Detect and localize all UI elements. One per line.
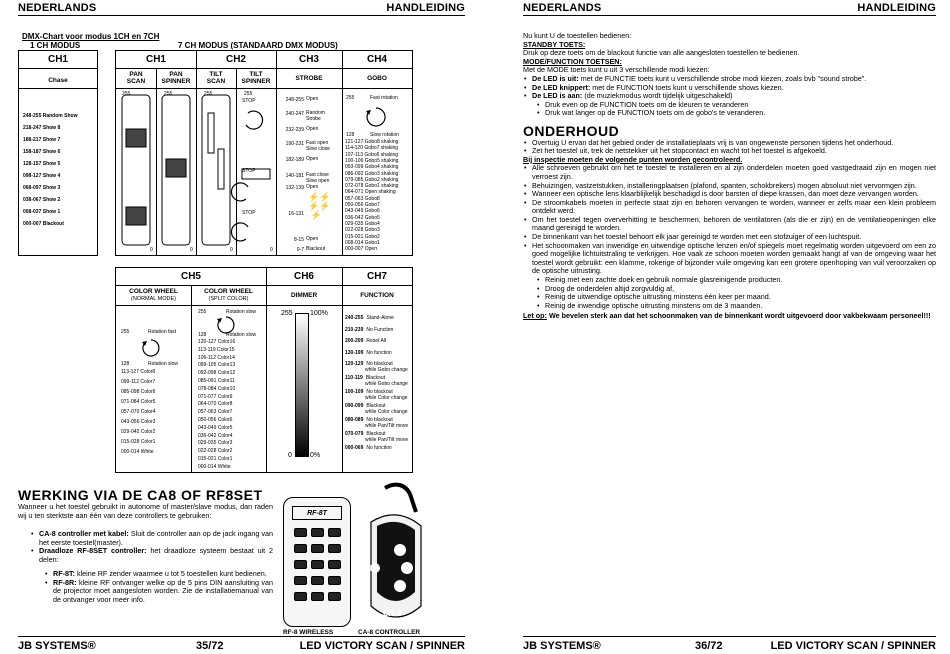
strobe-range: 190-231 xyxy=(285,141,304,147)
cw-split-sub: COLOR WHEEL xyxy=(204,288,253,295)
strobe-range: 0-7 xyxy=(296,247,304,253)
goboRows-row: 072-078 Gobo1 shaking xyxy=(345,183,399,190)
mode-text: Met de MODE toets kunt u uit 3 verschillende modi kiezen: xyxy=(523,65,710,75)
controller-list xyxy=(30,530,273,564)
function-row xyxy=(345,404,408,415)
function-label: Blackout xyxy=(366,431,386,437)
ch7-head: CH7 xyxy=(366,271,387,282)
page-footer xyxy=(523,640,936,654)
cwnRows-row: 043-056 Color3 xyxy=(121,419,156,425)
chase-row: 248-255 Random Show xyxy=(23,113,78,119)
function-range: 130-199 xyxy=(345,349,364,356)
list-item: • Druk wat langer op de FUNCTION toets om de gobo's te veranderen. xyxy=(523,109,936,118)
list-item-bold: RF-8T: xyxy=(53,569,75,578)
function-range: 100-109 xyxy=(345,389,364,395)
goboRows-row: 008-014 Gobo1 xyxy=(345,239,380,246)
list-item-text: het draadloze systeem bestaat uit 2 delen: xyxy=(39,546,273,564)
list-item: • Reinig met een zachte doek en gebruik normale glasreinigende producten. xyxy=(523,276,936,285)
list-item-text: kleine RF zender waarmee u tot 5 toestellen kunt bedienen. xyxy=(74,569,267,578)
function-note: while Pan/Tilt move xyxy=(365,422,409,429)
cwnRows-row: 029-042 Color2 xyxy=(121,429,156,435)
rotation-arrow-icon xyxy=(364,105,388,129)
strobe-label: Open xyxy=(306,236,319,242)
function-label: No Function xyxy=(366,326,394,333)
function-row xyxy=(345,339,386,345)
function-note: while Color change xyxy=(365,394,408,401)
mode-title: MODE/FUNCTION TOETSEN: xyxy=(523,56,622,66)
header-title: HANDLEIDING xyxy=(386,2,465,14)
function-sub: FUNCTION xyxy=(360,292,394,299)
gobo-mid: 128 xyxy=(346,132,355,138)
list-item: • Zet het toestel uit, trek de netstekker uit het stopcontact en wacht tot het toestel is afgekoeld. xyxy=(523,147,936,156)
pan-scan-top: 255 xyxy=(122,91,131,97)
rf8-caption: RF-8 WIRELESS xyxy=(283,629,334,636)
strobe-range: 132-139 xyxy=(285,185,304,191)
list-item xyxy=(30,547,273,564)
function-note: while Gobo change xyxy=(365,366,408,373)
standby-text: Druk op deze toets om de blackout functie van alle aangesloten toestellen te bedienen. xyxy=(523,48,800,58)
ch5-head: CH5 xyxy=(180,271,201,282)
list-item xyxy=(30,530,273,547)
function-row xyxy=(345,432,408,443)
strobe-label: Blackout xyxy=(306,246,326,252)
cwnRows-row: 113-127 Color8 xyxy=(121,369,156,375)
right-body xyxy=(523,32,936,321)
goboRows-row: 015-021 Gobo2 xyxy=(345,233,380,240)
footer-page-number: 36/72 xyxy=(695,640,723,652)
onderhoud-list xyxy=(523,139,936,156)
pan-spin-top: 255 xyxy=(164,91,173,97)
list-item: • Druk even op de FUNCTION toets om de kleuren te veranderen xyxy=(523,101,936,110)
list-item-text: Sluit de controller aan op de jack ingang van het eerste toestel(master). xyxy=(39,529,273,547)
cwnRows-row: 099-112 Color7 xyxy=(121,379,156,385)
inspection-title: Bij inspectie moeten de volgende punten worden gecontroleerd. xyxy=(523,154,743,164)
cws-mid: 128 xyxy=(198,332,207,338)
remote-key-button[interactable] xyxy=(328,592,341,601)
footer-rule xyxy=(523,636,936,637)
cw-normal-sub2: (NORMAL MODE) xyxy=(130,296,177,302)
function-row xyxy=(345,362,408,373)
footer-product: LED VICTORY SCAN / SPINNER xyxy=(770,640,936,652)
cwsRows-row: 078-084 Color10 xyxy=(198,385,236,392)
list-item: • Reinig de inwendige optische uitrusting minstens om de 3 maanden. xyxy=(523,302,936,311)
cwsRows-row: 029-035 Color3 xyxy=(198,440,233,447)
remote-key-button[interactable] xyxy=(294,576,307,585)
function-note: while Color change xyxy=(365,408,408,415)
goboRows-row: 086-092 Gobo3 shaking xyxy=(345,170,399,177)
function-label: No blackout xyxy=(366,361,393,367)
ca8-caption: CA-8 CONTROLLER xyxy=(358,629,421,636)
cwsRows-row: 064-070 Color8 xyxy=(198,401,233,408)
page-footer xyxy=(18,640,465,654)
goboRows-row: 050-056 Gobo7 xyxy=(345,202,380,208)
goboRows-row: 121-127 Gobo8 shaking xyxy=(345,139,399,145)
list-item xyxy=(44,579,273,605)
chase-row: 158-187 Show 6 xyxy=(23,149,61,155)
chase-row: 000-007 Blackout xyxy=(23,221,64,227)
gobo-top: 255 xyxy=(346,95,355,101)
list-item: • Reinig de uitwendige optische uitrusting minstens één keer per maand. xyxy=(523,293,936,302)
pan-scan-sub: PAN SCAN xyxy=(126,71,146,85)
ch1-chase-table xyxy=(18,50,98,256)
cw-normal-sub: COLOR WHEEL xyxy=(129,288,178,295)
tilt-scan-top: 255 xyxy=(204,91,213,97)
strobe-label: Fast close Slow open xyxy=(306,172,330,184)
chase-row: 128-157 Show 5 xyxy=(23,161,61,167)
remote-key-button[interactable] xyxy=(311,544,324,553)
section-title: WERKING VIA DE CA8 OF RF8SET xyxy=(18,487,263,503)
intro-line: Nu kunt U de toestellen bedienen: xyxy=(523,31,632,40)
cwnRows-row: 057-070 Color4 xyxy=(121,409,156,415)
cws-top: 255 xyxy=(198,309,207,315)
rf8-remote-image xyxy=(283,497,351,627)
function-range: 080-089 xyxy=(345,417,364,423)
tilt-spin-top: 255 xyxy=(244,91,253,97)
list-item: • De stroomkabels moeten in perfecte staat zijn en behoren vervangen te worden, wanneer er zelfs maar een klein probleem ontdekt werd. xyxy=(523,199,936,216)
list-item-text: kleine RF ontvanger welke op de 5 pins DIN aansluiting van de projector moet aangesloten worden. Zie de installatiemanual van de ontvanger voor meer info. xyxy=(53,577,273,604)
rotation-arrow-icon xyxy=(141,338,161,358)
ch6-head: CH6 xyxy=(293,271,314,282)
header-language: NEDERLANDS xyxy=(18,2,97,14)
list-item-bold: De LED is uit: xyxy=(532,73,579,83)
chase-row: 008-037 Show 1 xyxy=(23,209,61,215)
header-title: HANDLEIDING xyxy=(857,2,936,14)
remote-key-button[interactable] xyxy=(311,592,324,601)
chase-row: 068-097 Show 3 xyxy=(23,185,61,191)
page-header xyxy=(18,2,465,16)
ch5-ch7-table xyxy=(115,267,413,473)
strobe-label: Open xyxy=(306,156,319,162)
function-note: while Gobo change xyxy=(365,380,408,387)
ch1-ch4-table xyxy=(115,50,413,256)
remote-key-button[interactable] xyxy=(294,528,307,537)
strobe-range: 232-239 xyxy=(285,127,304,133)
list-item-bold: De LED is aan: xyxy=(532,91,583,101)
ch4-head: CH4 xyxy=(366,54,387,65)
gobo-mid-label: Slow rotation xyxy=(370,132,399,138)
cwsRows-row: 099-105 Color13 xyxy=(198,362,236,369)
cwsRows-row: 022-028 Color2 xyxy=(198,448,233,455)
function-row xyxy=(345,328,393,334)
list-item: • Om het toestel tegen oververhitting te beschermen, behoren de ventilatoren (als die er zijn) en de ventilatieopeningen elke maand gereinigd te worden. xyxy=(523,216,936,233)
function-label: Reset All xyxy=(366,338,387,344)
goboRows-row: 100-106 Gobo5 shaking xyxy=(345,157,399,164)
cw-split-sub2: (SPLIT COLOR) xyxy=(208,296,249,302)
list-item: • Behuizingen, vastzetstukken, installeringplaatsen (plafond, spanten, schokbrekers) mogen absoluut niet vervormgen zijn. xyxy=(523,182,936,191)
strobe-label: Open xyxy=(306,126,319,132)
list-item-bold: De LED knippert: xyxy=(532,82,591,92)
remote-key-button[interactable] xyxy=(294,544,307,553)
strobe-sub: STROBE xyxy=(295,75,323,82)
dimmer-top-pct: 100% xyxy=(310,310,328,317)
tilt-spin-bottom: 0 xyxy=(270,247,273,253)
dimmer-gradient-bar xyxy=(295,313,309,457)
ch2-head: CH2 xyxy=(225,54,246,65)
cwsRows-row: 071-077 Color9 xyxy=(198,393,233,400)
tilt-scan-bottom: 0 xyxy=(230,247,233,253)
cwsRows-row: 050-056 Color6 xyxy=(198,417,233,423)
remote-key-button[interactable] xyxy=(328,560,341,569)
cwsRows-row: 036-042 Color4 xyxy=(198,432,233,439)
list-item-text: met de FUNCTION toets kunt u verschillende shows kiezen. xyxy=(590,82,784,92)
goboRows-row: 022-028 Gobo3 xyxy=(345,227,380,234)
header-rule xyxy=(523,15,936,16)
function-row xyxy=(345,376,408,387)
controller-sub-list xyxy=(44,570,273,604)
cwn-top: 255 xyxy=(121,329,130,335)
remote-key-button[interactable] xyxy=(328,544,341,553)
footer-brand: JB SYSTEMS® xyxy=(523,640,601,652)
goboRows-row: 036-042 Gobo5 xyxy=(345,214,380,221)
strobe-range: 140-181 xyxy=(285,173,304,179)
cwn-top-label: Rotation fast xyxy=(148,329,177,335)
function-row xyxy=(345,351,392,357)
cwsRows-row: 106-112 Color14 xyxy=(198,354,235,361)
function-range: 070-079 xyxy=(345,431,364,437)
remote-key-button[interactable] xyxy=(294,560,307,569)
chase-row: 188-217 Show 7 xyxy=(23,137,61,143)
dimmer-sub: DIMMER xyxy=(290,292,318,299)
intro-paragraph: Wanneer u het toestel gebruikt in autonome of master/slave modus, dan raden wij u ten sterktste aan één van deze controllers te gebruiken: xyxy=(18,502,273,520)
goboRows-row: 107-113 Gobo6 shaking xyxy=(345,151,399,158)
function-label: No function xyxy=(366,349,392,356)
function-range: 200-209 xyxy=(345,338,364,344)
onderhoud-title: ONDERHOUD xyxy=(523,122,620,139)
cwsRows-row: 085-091 Color11 xyxy=(198,378,235,384)
remote-key-button[interactable] xyxy=(328,528,341,537)
cwnRows-row: 015-028 Color1 xyxy=(121,439,156,445)
chase-row: 038-067 Show 2 xyxy=(23,197,61,203)
cwnRows-row: 085-098 Color6 xyxy=(121,389,156,395)
cwsRows-row: 120-127 Color16 xyxy=(198,339,236,345)
function-row xyxy=(345,446,392,452)
list-item: • De binnenkant van het toestel behoort elk jaar gereinigd te worden met een stofzuiger of een luchtspuit. xyxy=(523,233,936,242)
led-sub-list xyxy=(523,101,936,118)
pan-spinner-sub: PAN SPINNER xyxy=(161,71,191,85)
goboRows-row: 079-085 Gobo2 shaking xyxy=(345,176,399,183)
mode1-label: 1 CH MODUS xyxy=(30,41,81,50)
page-header xyxy=(523,2,936,16)
function-range: 120-129 xyxy=(345,361,364,367)
mode7-label: 7 CH MODUS (STANDAARD DMX MODUS) xyxy=(178,41,338,50)
strobe-range: 16-131 xyxy=(288,211,304,217)
strobe-range: 182-189 xyxy=(285,157,304,163)
list-item: • Wanneer een optische lens klaarblijkelijk beschadigd is door barsten of diepe krassen, dan moet deze vervangen worden. xyxy=(523,190,936,199)
remote-key-button[interactable] xyxy=(294,592,307,601)
cwsRows-row: 092-098 Color12 xyxy=(198,370,236,377)
list-item-text: (de muziekmodus wordt tijdelijk uitgeschakeld) xyxy=(582,91,733,101)
cws-mid-label: Rotation slow xyxy=(226,332,257,338)
strobe-rows xyxy=(278,95,340,255)
ch1-chase-head: CH1 xyxy=(47,54,68,65)
goboRows-row: 064-071 Open shaking xyxy=(345,189,396,196)
strobe-label: Open xyxy=(306,96,319,102)
cwsRows-row: 057-063 Color7 xyxy=(198,409,233,416)
gobo-sub: GOBO xyxy=(367,75,387,82)
list-item-bold: RF-8R: xyxy=(53,577,77,587)
page-36 xyxy=(475,0,950,654)
cwsRows-row: 000-014 White xyxy=(198,463,231,470)
function-label: No function xyxy=(366,445,392,451)
ch1-head: CH1 xyxy=(145,54,166,65)
dimmer-top: 255 xyxy=(281,310,293,317)
header-rule xyxy=(18,15,465,16)
cleaning-list xyxy=(523,276,936,310)
strobe-label: Random Strobe xyxy=(306,110,325,122)
list-item: • Alle schroeven gebruikt om het te toestel te installeren en al zijn onderdelen moeten goed vastgedraaid zijn en mogen niet verroest zijn. xyxy=(523,164,936,181)
chase-row: 098-127 Show 4 xyxy=(23,173,61,179)
footer-page-number: 35/72 xyxy=(196,640,224,652)
cwn-mid-label: Rotation slow xyxy=(148,361,179,367)
remote-key-button[interactable] xyxy=(328,576,341,585)
cws-top-label: Rotation slow xyxy=(226,309,257,315)
chart-title: DMX-Chart voor modus 1CH en 7CH xyxy=(22,32,160,41)
tilt-stop-1: STOP xyxy=(242,98,256,104)
function-range: 000-069 xyxy=(345,445,364,451)
tilt-stop-2: STOP xyxy=(242,168,256,174)
function-range: 210-239 xyxy=(345,326,364,333)
footer-rule xyxy=(18,636,465,637)
list-item-bold: CA-8 controller met kabel: xyxy=(39,529,129,538)
goboRows-row: 043-049 Gobo6 xyxy=(345,208,380,215)
inspection-list xyxy=(523,164,936,276)
function-label: Stand-Alone xyxy=(366,315,394,321)
cwn-mid: 128 xyxy=(121,361,130,367)
list-item-bold: Draadloze RF-8SET controller: xyxy=(39,546,147,556)
function-label: No blackout xyxy=(366,389,393,395)
cwsRows-row: 043-049 Color5 xyxy=(198,424,233,431)
note-paragraph xyxy=(523,312,936,321)
dimmer-bottom-pct: 0% xyxy=(310,452,321,459)
header-language: NEDERLANDS xyxy=(523,2,602,14)
list-item: • Overtuig U ervan dat het gebied onder de installatieplaats vrij is van ongewenste personen tijdens het onderhoud. xyxy=(523,139,936,148)
tilt-spinner-sub: TILT SPINNER xyxy=(241,71,271,85)
remote-key-button[interactable] xyxy=(311,528,324,537)
remote-key-button[interactable] xyxy=(311,560,324,569)
strobe-range: 240-247 xyxy=(285,111,304,117)
strobe-label: Open xyxy=(306,184,319,190)
goboRows-row: 029-035 Gobo4 xyxy=(345,220,380,227)
function-note: while Pan/Tilt move xyxy=(365,436,409,443)
strobe-label: Fast open Slow close xyxy=(306,140,330,152)
goboRows-row: 114-120 Gobo7 shaking xyxy=(345,145,399,152)
cwnRows-row: 000-014 White xyxy=(121,449,154,455)
function-row xyxy=(345,316,394,322)
cwsRows-row: 113-119 Color15 xyxy=(198,346,235,353)
remote-key-button[interactable] xyxy=(311,576,324,585)
function-range: 240-255 xyxy=(345,315,364,321)
gobo-top-label: Fast rotation xyxy=(370,95,398,101)
rf8-model-label: RF-8T xyxy=(292,506,342,520)
list-item: • Droog de onderdelen altijd zorgvuldig af, xyxy=(523,285,936,294)
function-label: Blackout xyxy=(366,403,386,409)
ca8-model-label: CA-8 xyxy=(383,609,402,618)
strobe-range: 8-15 xyxy=(293,237,304,243)
tilt-stop-3: STOP xyxy=(242,210,256,216)
dimmer-bottom: 0 xyxy=(288,452,292,459)
pan-scan-bottom: 0 xyxy=(150,247,153,253)
footer-brand: JB SYSTEMS® xyxy=(18,640,96,652)
cwnRows-row: 071-084 Color5 xyxy=(121,399,156,405)
ch3-head: CH3 xyxy=(298,54,319,65)
function-range: 110-119 xyxy=(345,375,363,381)
strobe-range: 248-255 xyxy=(285,97,304,103)
ch1-chase-sub: Chase xyxy=(48,77,68,84)
pan-spin-bottom: 0 xyxy=(190,247,193,253)
footer-product: LED VICTORY SCAN / SPINNER xyxy=(299,640,465,652)
goboRows-row: 000-007 Open xyxy=(345,246,377,253)
standby-title: STANDBY TOETS: xyxy=(523,39,586,49)
ca8-controller-image xyxy=(355,480,435,640)
function-row xyxy=(345,418,408,429)
cwsRows-row: 015-021 Color1 xyxy=(198,456,233,462)
function-range: 090-099 xyxy=(345,403,364,409)
goboRows-row: 093-099 Gobo4 shaking xyxy=(345,164,399,171)
function-row xyxy=(345,390,408,401)
note-label: Let op: xyxy=(523,311,547,321)
mode-list xyxy=(523,75,936,101)
chase-row: 218-247 Show 8 xyxy=(23,125,61,131)
function-label: No blackout xyxy=(366,417,393,423)
list-item: • Het schoonmaken van inwendige en uitwendige optische lenzen en/of spiegels moet regelmatig worden uitgevoerd om een zo goed mogelijke lichtuitstraling te verkrijgen. Hoe vaak ze schoon moeten worden gemaakt hangt af van de omgeving waar het toestel wordt gebruikt: een klamme, rokerige of bijzonder vuile omgeving kan een grotere openhoping van vuil veroorzaken op de optische uitrusting. xyxy=(523,242,936,276)
lightning-icon: ⚡⚡ ⚡⚡ ⚡ xyxy=(308,192,331,220)
function-label: Blackout xyxy=(365,375,385,381)
tilt-scan-sub: TILT SCAN xyxy=(206,71,226,85)
list-item-text: met de FUNCTIE toets kunt u verschillende strobe modi kiezen, zoals bvb "sound strobe". xyxy=(578,73,867,83)
note-text: We bevelen sterk aan dat het schoonmaken van de binnenkant wordt uitgevoerd door vakbekwaam personeel!!! xyxy=(546,311,931,321)
goboRows-row: 057-063 Gobo8 xyxy=(345,195,380,202)
